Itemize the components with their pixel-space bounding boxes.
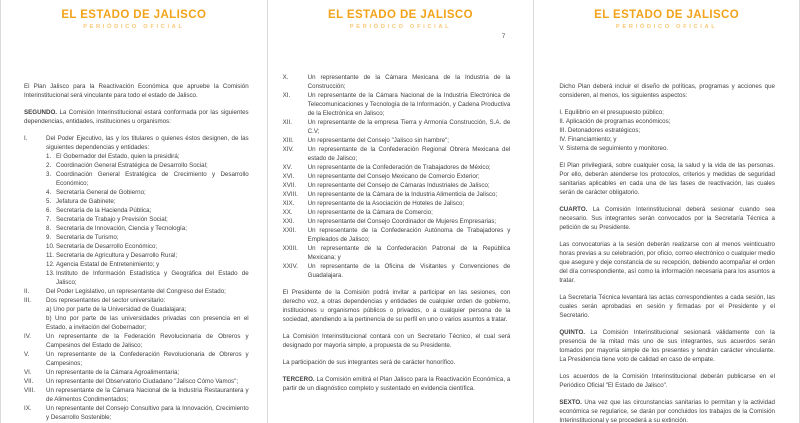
list-marker: XIX. bbox=[282, 200, 295, 207]
list-marker: XV. bbox=[282, 164, 293, 171]
paragraph-text: El Presidente de la Comisión podrá invitar a participar en las sesiones, con derecho voz, a otras dependencias y entidades de cualquier orden de gobierno, instituciones u organismos públicos o privados, o a cualquier persona de la sociedad, atendiendo a la pertinencia de su perfil en uno o varios asuntos a tratar. bbox=[282, 289, 511, 323]
list-item-text: Del Poder Ejecutivo, las y los titulares o quienes éstos designen, de las siguientes dependencias y entidades: bbox=[46, 135, 249, 151]
list-item bbox=[283, 73, 511, 91]
list-marker: 13. bbox=[46, 270, 55, 277]
list-item bbox=[24, 251, 249, 260]
page-content bbox=[559, 82, 775, 423]
list-item-text: El Gobernador del Estado, quien la presidirá; bbox=[56, 153, 180, 160]
paragraph-text: El Plan Jalisco para la Reactivación Económica que apruebe la Comisión Interinstitucional será vinculante para todo el estado de Jalisco. bbox=[24, 83, 249, 99]
list-marker: 2. bbox=[46, 162, 52, 169]
page-title: EL ESTADO DE JALISCO bbox=[61, 9, 207, 21]
list-marker: XVIII. bbox=[282, 191, 298, 198]
list-item bbox=[24, 386, 249, 404]
list-item-text: Un representante de la Asociación de Hoteles de Jalisco; bbox=[307, 200, 465, 207]
list-marker: VI. bbox=[24, 369, 32, 376]
list-marker: XXIV. bbox=[282, 263, 298, 270]
page-title: EL ESTADO DE JALISCO bbox=[328, 9, 473, 21]
list-item-text: Un representante del Consejo Mexicano de Comercio Exterior; bbox=[307, 173, 480, 180]
list-marker: 9. bbox=[46, 234, 52, 241]
paragraph bbox=[283, 332, 511, 350]
list-item-text: Un representante del Consejo "Jalisco sin hambre"; bbox=[307, 137, 449, 144]
list-marker: 3. bbox=[46, 171, 52, 178]
list-item bbox=[283, 163, 511, 172]
paragraph bbox=[24, 108, 249, 126]
paragraph-text: Una vez que las circunstancias sanitarias lo permitan y la actividad económica se regularice, se darán por concluidos los trabajos de la Comisión Interinstitucional y se procederá a su extinción. bbox=[559, 399, 775, 423]
list-item-text: Secretaría de Agricultura y Desarrollo Rural; bbox=[56, 252, 178, 259]
list-item-text: Secretaría de la Hacienda Pública; bbox=[56, 207, 152, 214]
paragraph-lead: CUARTO. bbox=[559, 206, 593, 213]
list-item-text: Un representante de la Cámara Agroalimentaria; bbox=[46, 369, 180, 376]
list-item-text: Secretaría de Desarrollo Económico; bbox=[56, 243, 158, 250]
paragraph bbox=[559, 398, 775, 423]
list-item-text: b) Uno por parte de las universidades privadas con presencia en el Estado, a invitación del Gobernador; bbox=[46, 315, 249, 331]
list-item-text: Un representante de la Cámara Nacional de la Industria Electrónica de Telecomunicaciones y Tecnología de la Información, y Cadena Productiva de la Electrónica en Jalisco; bbox=[307, 92, 511, 117]
list-marker: IV. bbox=[24, 333, 31, 340]
paragraph-text: La Comisión emitirá el Plan Jalisco para la Reactivación Económica, a partir de un diagnóstico completo y sustentado en evidencia científica. bbox=[282, 376, 511, 392]
list-item bbox=[24, 134, 249, 152]
paragraph-lead: SEXTO. bbox=[559, 399, 585, 406]
page-number: 7 bbox=[501, 33, 506, 40]
list-marker: VII. bbox=[24, 378, 34, 385]
list-item bbox=[283, 91, 511, 118]
list-marker: II. bbox=[24, 288, 30, 295]
paragraph bbox=[559, 328, 775, 364]
list-item bbox=[283, 145, 511, 163]
page-subtitle: PERIÓDICO OFICIAL bbox=[83, 24, 185, 30]
list-item bbox=[24, 260, 249, 269]
list-item-text: Secretaría de Trabajo y Previsión Social; bbox=[56, 216, 168, 223]
list-item bbox=[24, 206, 249, 215]
list-marker: XXII. bbox=[282, 227, 297, 234]
list-item-text: Un representante de la Cámara de la Industria Alimenticia de Jalisco; bbox=[307, 191, 498, 198]
page-number bbox=[1, 32, 267, 42]
paragraph bbox=[559, 161, 775, 197]
paragraph bbox=[283, 288, 511, 324]
list-item-text: Un representante del Observatorio Ciudadano "Jalisco Cómo Vamos"; bbox=[46, 378, 239, 385]
list-item bbox=[24, 305, 249, 314]
page-subtitle: PERIÓDICO OFICIAL bbox=[615, 24, 718, 30]
list-item bbox=[24, 242, 249, 251]
list-marker: 8. bbox=[46, 225, 52, 232]
text-line: II. Aplicación de programas económicos; bbox=[559, 118, 671, 125]
paragraph-text: La Comisión Interinstitucional deberá sesionar cuando sea necesario. Sus integrantes serán convocados por la Secretaría Técnica a petición de su Presidente. bbox=[559, 206, 775, 231]
list-item-text: Un representante de la Cámara Nacional de la Industria Restaurantera y de Alimentos Condimentados; bbox=[46, 387, 249, 403]
list-marker: XVI. bbox=[282, 173, 295, 180]
list-marker: V. bbox=[24, 351, 30, 358]
list-item-text: Un representante de la Oficina de Visitantes y Convenciones de Guadalajara. bbox=[307, 263, 511, 279]
page-subtitle: PERIÓDICO OFICIAL bbox=[349, 24, 452, 30]
paragraph bbox=[24, 82, 249, 100]
paragraph-text: La Comisión Interinstitucional sesionará válidamente con la presencia de la mitad más uno de sus integrantes, sus acuerdos serán tomados por mayoría simple de los presentes y tendrán carácter vinculante. La Presidencia tiene voto de calidad en caso de empate. bbox=[559, 329, 775, 363]
list-item-text: Secretaría de Turismo; bbox=[56, 234, 119, 241]
list-item bbox=[24, 314, 249, 332]
gazette-page-1 bbox=[0, 0, 267, 423]
list-item bbox=[283, 172, 511, 181]
list-item bbox=[24, 188, 249, 197]
list-item bbox=[24, 152, 249, 161]
list-item bbox=[24, 233, 249, 242]
text-line: V. Sistema de seguimiento y monitoreo. bbox=[559, 145, 669, 152]
gazette-page-2 bbox=[267, 0, 534, 423]
paragraph-text: Los acuerdos de la Comisión Interinstitucional deberán publicarse en el Periódico Oficial "El Estado de Jalisco". bbox=[559, 373, 775, 389]
list-marker: 1. bbox=[46, 153, 52, 160]
gazette-page-3 bbox=[533, 0, 800, 423]
list-item bbox=[24, 377, 249, 386]
list-item bbox=[283, 190, 511, 199]
list-item bbox=[24, 296, 249, 305]
list-item-text: Un representante de la Confederación de Trabajadores de México; bbox=[307, 164, 491, 171]
paragraph bbox=[283, 375, 511, 393]
list-item-text: Coordinación General Estratégica de Desarrollo Social; bbox=[56, 162, 208, 169]
paragraph-text: La participación de sus integrantes será de carácter honorífico. bbox=[282, 359, 456, 366]
list-marker: IX. bbox=[24, 405, 32, 412]
list-marker: III. bbox=[24, 297, 31, 304]
paragraph-text: La Comisión Interinstitucional contará con un Secretario Técnico, el cual será designado por mayoría simple, a propuesta de su Presidente. bbox=[282, 333, 511, 349]
paragraph bbox=[559, 372, 775, 390]
list-item bbox=[24, 287, 249, 296]
list-item bbox=[283, 136, 511, 145]
page-content bbox=[283, 73, 511, 393]
text-line: IV. Financiamiento; y bbox=[559, 136, 617, 143]
list-item bbox=[24, 332, 249, 350]
list-marker: 4. bbox=[46, 189, 52, 196]
list-item bbox=[283, 118, 511, 136]
list-item bbox=[283, 181, 511, 190]
list-item bbox=[283, 208, 511, 217]
list-item-text: Dos representantes del sector universitario: bbox=[46, 297, 166, 304]
list-item bbox=[283, 244, 511, 262]
list-marker: XXI. bbox=[282, 218, 295, 225]
page-title: EL ESTADO DE JALISCO bbox=[594, 9, 740, 21]
list-item-text: Agencia Estatal de Entretenimiento; y bbox=[56, 261, 160, 268]
paragraph-text: La Secretaría Técnica levantará las actas correspondientes a cada sesión, las cuales serán aprobadas en sesión y firmadas por el Presidente y el Secretario. bbox=[559, 294, 775, 319]
list-item bbox=[283, 262, 511, 280]
list-item-text: Jefatura de Gabinete; bbox=[56, 198, 116, 205]
list-item-text: Un representante del Consejo de Cámaras Industriales de Jalisco; bbox=[307, 182, 490, 189]
paragraph bbox=[283, 358, 511, 367]
list-item bbox=[24, 215, 249, 224]
list-marker: XVII. bbox=[282, 182, 297, 189]
list-item-text: Un representante del Consejo Coordinador de Mujeres Empresarias; bbox=[307, 218, 497, 225]
list-marker: 11. bbox=[46, 252, 55, 259]
paragraph bbox=[559, 240, 775, 285]
list-marker: VIII. bbox=[24, 387, 36, 394]
list-marker: 10. bbox=[46, 243, 55, 250]
list-item bbox=[283, 217, 511, 226]
list-item bbox=[24, 224, 249, 233]
list-marker: 12. bbox=[46, 261, 55, 268]
list-item-text: a) Uno por parte de la Universidad de Guadalajara; bbox=[46, 306, 187, 313]
list-marker: X. bbox=[282, 74, 289, 81]
list-item bbox=[24, 170, 249, 188]
list-marker: XIV. bbox=[282, 146, 294, 153]
paragraph-lead: TERCERO. bbox=[282, 376, 317, 383]
paragraph-text: El Plan privilegiará, sobre cualquier cosa, la salud y la vida de las personas. Por ello, deberán atenderse los protocolos, criterios y medidas de seguridad sanitarias aplicables en cada una de las fases de reactivación, las cuales serán de carácter obligatorio. bbox=[559, 162, 775, 196]
list-marker: XXIII. bbox=[282, 245, 298, 252]
list-marker: XIII. bbox=[282, 137, 294, 144]
list-item bbox=[24, 404, 249, 422]
list-item-text: Secretaría de Innovación, Ciencia y Tecnología; bbox=[56, 225, 187, 232]
text-line: I. Equilibrio en el presupuesto público; bbox=[559, 109, 664, 116]
paragraph bbox=[559, 82, 775, 100]
paragraph-lead: SEGUNDO. bbox=[24, 109, 60, 116]
list-item-text: Un representante de la Cámara Mexicana de la Industria de la Construcción; bbox=[307, 74, 511, 90]
page-content bbox=[24, 82, 249, 422]
list-item-text: Un representante de la Confederación Autónoma de Trabajadores y Empleados de Jalisco; bbox=[307, 227, 511, 243]
list-item-text: Un representante de la Cámara de Comercio; bbox=[307, 209, 433, 216]
list-item bbox=[24, 197, 249, 206]
list-item bbox=[24, 269, 249, 287]
list-item-text: Un representante de la Confederación Patronal de la República Mexicana; y bbox=[307, 245, 511, 261]
list-item bbox=[24, 368, 249, 377]
paragraph-text: La Comisión Interinstitucional estará conformada por las siguientes dependencias, entidades, instituciones u organismos: bbox=[24, 109, 249, 125]
list-item-text: Un representante de la empresa Tierra y Armonía Construcción, S.A. de C.V; bbox=[307, 119, 511, 135]
page-number bbox=[534, 32, 799, 42]
text-line: III. Detonadores estratégicos; bbox=[559, 127, 641, 134]
list-marker: I. bbox=[24, 135, 28, 142]
paragraph bbox=[559, 293, 775, 320]
paragraph-text: Las convocatorias a la sesión deberán realizarse con al menos veinticuatro horas previas a su celebración, por oficio, correo electrónico o cualquier medio que asegure y deje constancia de su recepción, debiendo acompañar el orden del día correspondiente, así como la información necesaria para los asuntos a tratar. bbox=[559, 241, 775, 284]
list-item-text: Un representante de la Federación Revolucionaria de Obreros y Campesinos del Estado de Jalisco; bbox=[46, 333, 249, 349]
paragraph-text: Dicho Plan deberá incluir el diseño de políticas, programas y acciones que consideren, al menos, los siguientes aspectos: bbox=[559, 83, 775, 99]
list-marker: 5. bbox=[46, 198, 52, 205]
list-item bbox=[24, 350, 249, 368]
paragraph bbox=[559, 205, 775, 232]
list-item bbox=[283, 199, 511, 208]
list-item-text: Coordinación General Estratégica de Crecimiento y Desarrollo Económico; bbox=[56, 171, 249, 187]
list-item-text: Un representante de la Confederación Revolucionaria de Obreros y Campesinos; bbox=[46, 351, 249, 367]
list-item-text: Un representante del Consejo Consultivo para la Innovación, Crecimiento y Desarrollo Sostenible; bbox=[46, 405, 249, 421]
paragraph-lead: QUINTO. bbox=[559, 329, 591, 336]
list-item-text: Del Poder Legislativo, un representante del Congreso del Estado; bbox=[46, 288, 226, 295]
list-item-text: Un representante de la Confederación Regional Obrera Mexicana del estado de Jalisco; bbox=[307, 146, 511, 162]
list-item-text: Instituto de Información Estadística y Geográfica del Estado de Jalisco; bbox=[56, 270, 249, 286]
list-marker: XI. bbox=[282, 92, 291, 99]
list-marker: 7. bbox=[46, 216, 52, 223]
list-marker: XII. bbox=[282, 119, 292, 126]
list-item-text: Secretaría General de Gobierno; bbox=[56, 189, 146, 196]
list-item bbox=[283, 226, 511, 244]
list-marker: 6. bbox=[46, 207, 52, 214]
list-marker: XX. bbox=[282, 209, 293, 216]
list-item bbox=[24, 161, 249, 170]
